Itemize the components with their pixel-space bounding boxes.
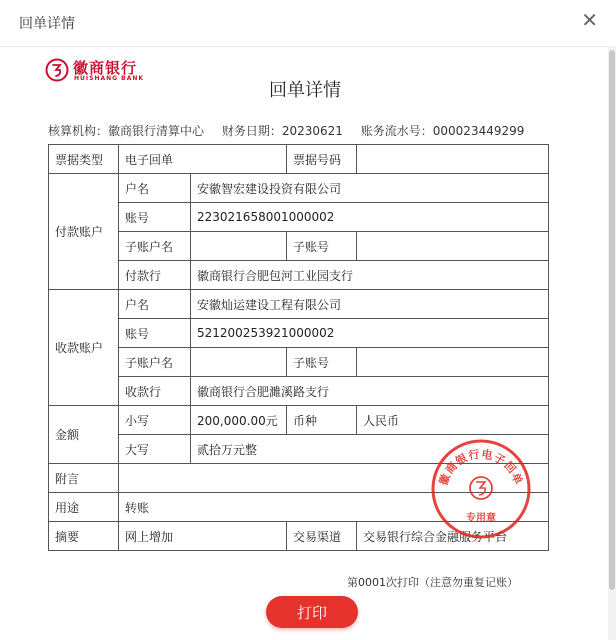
- payee-bank-label: 收款行: [119, 377, 191, 406]
- receipt-table: [48, 144, 549, 551]
- remark-value: [119, 464, 549, 493]
- table-row: [49, 145, 549, 174]
- print-count-note: 第0001次打印（注意勿重复记账）: [347, 576, 518, 589]
- table-row: [49, 261, 549, 290]
- amount-lower-label: 小写: [119, 406, 191, 435]
- amount-lower-value: 200,000.00元: [191, 406, 287, 435]
- table-row: [49, 348, 549, 377]
- stamp-bottom-text: 专用章: [466, 513, 496, 524]
- table-row: [49, 522, 549, 551]
- payee-sub-no-label: 子账号: [287, 348, 357, 377]
- payee-bank-value: 徽商银行合肥濉溪路支行: [191, 377, 549, 406]
- table-row: [49, 290, 549, 319]
- table-row: [49, 377, 549, 406]
- payee-sub-no-value: [357, 348, 549, 377]
- print-button[interactable]: 打印: [266, 596, 358, 628]
- dialog-title: 回单详情: [19, 16, 75, 32]
- payer-name-label: 户名: [119, 174, 191, 203]
- bill-type-label: 票据类型: [49, 145, 119, 174]
- payer-name-value: 安徽智宏建设投资有限公司: [191, 174, 549, 203]
- payee-sub-name-label: 子账户名: [119, 348, 191, 377]
- channel-value: 交易银行综合金融服务平台: [357, 522, 549, 551]
- table-row: [49, 435, 549, 464]
- currency-value: 人民币: [357, 406, 549, 435]
- payee-account-value: 521200253921000002: [191, 319, 549, 348]
- bill-no-value: [357, 145, 549, 174]
- remark-label: 附言: [49, 464, 119, 493]
- table-row: [49, 203, 549, 232]
- scrollbar[interactable]: [608, 46, 616, 640]
- channel-label: 交易渠道: [287, 522, 357, 551]
- payer-sub-no-label: 子账号: [287, 232, 357, 261]
- payer-sub-name-label: 子账户名: [119, 232, 191, 261]
- table-row: [49, 319, 549, 348]
- purpose-value: 转账: [119, 493, 549, 522]
- scrollbar-thumb[interactable]: [609, 50, 615, 590]
- payer-bank-label: 付款行: [119, 261, 191, 290]
- summary-value: 网上增加: [119, 522, 287, 551]
- table-row: [49, 464, 549, 493]
- payee-sub-name-value: [191, 348, 287, 377]
- meta-org: 核算机构：徽商银行清算中心: [48, 124, 205, 138]
- amount-upper-label: 大写: [119, 435, 191, 464]
- amount-section-label: 金额: [49, 406, 119, 464]
- table-row: [49, 493, 549, 522]
- meta-serial: 账务流水号：000023449299: [360, 124, 525, 138]
- payee-account-label: 账号: [119, 319, 191, 348]
- bank-name-cn: 徽商银行: [73, 59, 138, 77]
- receipt-title: 回单详情: [269, 80, 341, 101]
- close-icon[interactable]: ✕: [581, 8, 598, 32]
- payee-name-label: 户名: [119, 290, 191, 319]
- table-row: [49, 174, 549, 203]
- stamp-top-text: 徽商银行电子回单: [436, 447, 526, 488]
- payee-name-value: 安徽灿运建设工程有限公司: [191, 290, 549, 319]
- summary-label: 摘要: [49, 522, 119, 551]
- table-row: [49, 232, 549, 261]
- payer-bank-value: 徽商银行合肥包河工业园支行: [191, 261, 549, 290]
- meta-date: 财务日期：20230621: [221, 124, 343, 138]
- amount-upper-value: 贰拾万元整: [191, 435, 549, 464]
- payer-sub-no-value: [357, 232, 549, 261]
- payer-section-label: 付款账户: [49, 174, 119, 290]
- dialog-titlebar: [0, 0, 616, 47]
- table-row: [49, 406, 549, 435]
- bill-no-label: 票据号码: [287, 145, 357, 174]
- payer-sub-name-value: [191, 232, 287, 261]
- receipt-meta: [48, 122, 538, 139]
- payee-section-label: 收款账户: [49, 290, 119, 406]
- bank-name-en: HUISHANG BANK: [74, 75, 145, 82]
- purpose-label: 用途: [49, 493, 119, 522]
- payer-account-value: 223021658001000002: [191, 203, 549, 232]
- currency-label: 币种: [287, 406, 357, 435]
- bill-type-value: 电子回单: [119, 145, 287, 174]
- payer-account-label: 账号: [119, 203, 191, 232]
